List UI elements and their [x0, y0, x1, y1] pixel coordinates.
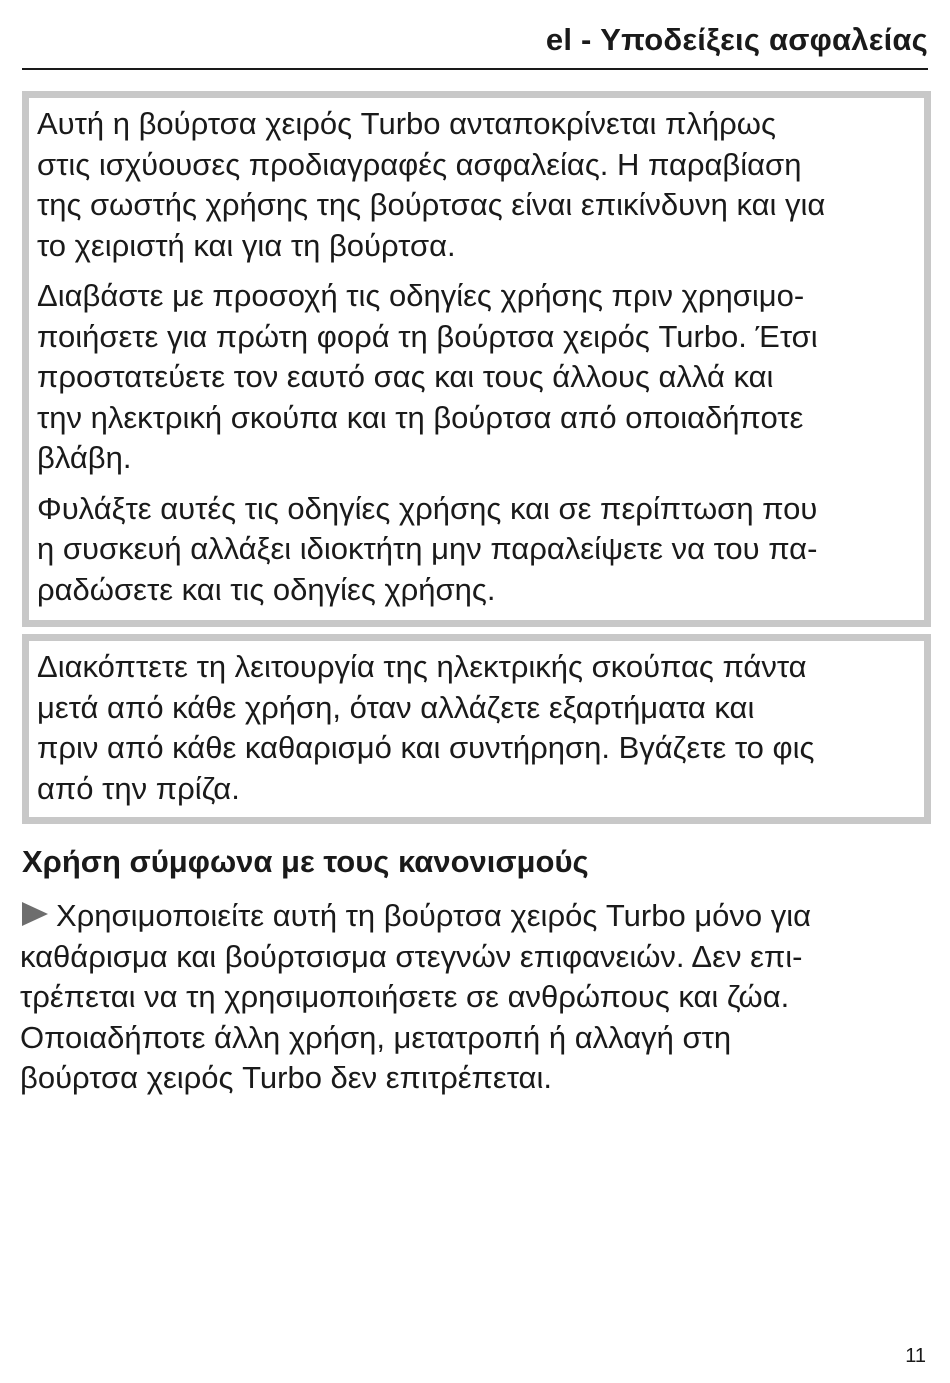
text-line: το χειριστή και για τη βούρτσα.: [37, 227, 456, 263]
safety-paragraph-read-instructions: [37, 276, 916, 479]
page-title: el - Υποδείξεις ασφαλείας: [545, 22, 928, 57]
text-line: από την πρίζα.: [37, 770, 240, 806]
text-line: Διακόπτετε τη λειτουργία της ηλεκτρικής σκούπας πάντα: [37, 649, 807, 684]
text-line: μετά από κάθε χρήση, όταν αλλάζετε εξαρτήματα και: [37, 689, 755, 725]
page-number: 11: [905, 1345, 926, 1367]
text-line: Αυτή η βούρτσα χειρός Turbo ανταποκρίνεται πλήρως: [37, 106, 776, 141]
page-header: [22, 18, 928, 70]
power-off-warning-box: [22, 634, 931, 824]
text-line: ραδώσετε και τις οδηγίες χρήσης.: [37, 571, 496, 607]
intended-use-paragraph: [20, 896, 811, 1099]
text-line: την ηλεκτρική σκούπα και τη βούρτσα από οποιαδήποτε: [37, 399, 804, 435]
text-line: Διαβάστε με προσοχή τις οδηγίες χρήσης πριν χρησιμο-: [37, 278, 805, 313]
safety-warning-box: [22, 91, 931, 627]
text-line: βούρτσα χειρός Turbo δεν επιτρέπεται.: [20, 1060, 552, 1095]
text-line: προστατεύετε τον εαυτό σας και τους άλλους αλλά και: [37, 359, 774, 394]
text-line: της σωστής χρήσης της βούρτσας είναι επικίνδυνη και για: [37, 187, 826, 222]
text-line: ποιήσετε για πρώτη φορά τη βούρτσα χειρός Turbo. Έτσι: [37, 318, 818, 354]
text-line: Οποιαδήποτε άλλη χρήση, μετατροπή ή αλλαγή στη: [20, 1019, 732, 1055]
safety-paragraph-keep-instructions: [37, 489, 916, 611]
play-icon: [22, 896, 48, 937]
text-line: στις ισχύουσες προδιαγραφές ασφαλείας. Η παραβίαση: [37, 146, 802, 182]
text-line: καθάρισμα και βούρτσισμα στεγνών επιφανειών. Δεν επι-: [20, 938, 803, 974]
section-heading-intended-use: Χρήση σύμφωνα με τους κανονισμούς: [22, 844, 589, 879]
text-line: τρέπεται να τη χρησιμοποιήσετε σε ανθρώπους και ζώα.: [20, 979, 790, 1014]
safety-paragraph-conformity: [37, 104, 916, 266]
power-off-paragraph: [37, 647, 916, 809]
text-line: πριν από κάθε καθαρισμό και συντήρηση. Βγάζετε το φις: [37, 730, 815, 765]
text-line: η συσκευή αλλάξει ιδιοκτήτη μην παραλείψετε να του πα-: [37, 531, 818, 566]
text-line: βλάβη.: [37, 440, 132, 475]
text-line: Χρησιμοποιείτε αυτή τη βούρτσα χειρός Turbo μόνο για: [56, 898, 812, 933]
text-line: Φυλάξτε αυτές τις οδηγίες χρήσης και σε περίπτωση που: [37, 490, 818, 526]
